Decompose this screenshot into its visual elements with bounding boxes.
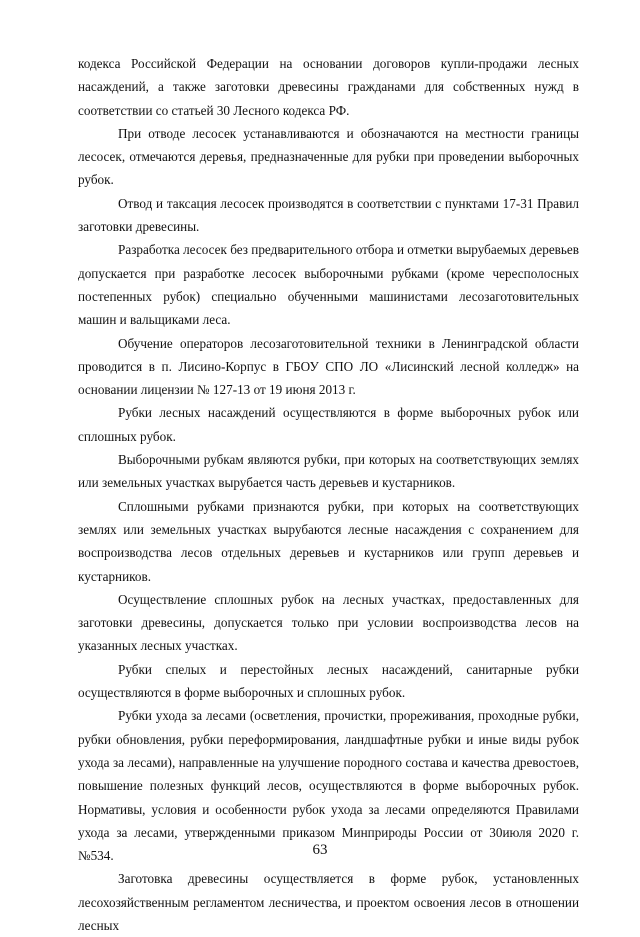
page-number: 63 <box>312 842 328 858</box>
paragraph: Разработка лесосек без предварительного отбора и отметки вырубаемых деревьев допускается при разработке лесосек выборочными рубками (кроме чересполосных постепенных рубок) специально обученными машинистами лесозаготовительных машин и вальщиками леса. <box>78 242 579 328</box>
paragraph: Заготовка древесины осуществляется в форме рубок, установленных лесохозяйственным регламентом лесничества, и проектом освоения лесов в отношении лесных <box>78 871 579 933</box>
paragraph: Осуществление сплошных рубок на лесных участках, предоставленных для заготовки древесины, допускается только при условии воспроизводства лесов на указанных лесных участках. <box>78 591 579 654</box>
paragraph: Обучение операторов лесозаготовительной техники в Ленинградской области проводится в п. Лисино-Корпус в ГБОУ СПО ЛО «Лисинский лесной колледж» на основании лицензии № 127-13 от 19 июня 2013 г. <box>78 335 579 398</box>
paragraph: Выборочными рубкам являются рубки, при которых на соответствующих землях или земельных участках вырубается часть деревьев и кустарников. <box>78 452 579 491</box>
paragraph: При отводе лесосек устанавливаются и обозначаются на местности границы лесосек, отмечаются деревья, предназначенные для рубки при проведении выборочных рубок. <box>78 125 579 188</box>
paragraph: Рубки лесных насаждений осуществляются в форме выборочных рубок или сплошных рубок. <box>78 405 579 444</box>
paragraph: Рубки спелых и перестойных лесных насаждений, санитарные рубки осуществляются в форме выборочных и сплошных рубок. <box>78 661 579 701</box>
paragraph: Рубки ухода за лесами (осветления, прочистки, прореживания, проходные рубки, рубки обновления, рубки переформирования, ландшафтные рубки и иные виды рубок ухода за лесами), направленные на улучшение породного состава и качества древостоев, повышение полезных функций лесов, осуществляются в форме выборочных рубок. Нормативы, условия и особенности рубок ухода за лесами определяются Правилами ухода за лесами, утвержденными приказом Минприроды России от 30июля 2020 г. №534. <box>78 708 579 864</box>
paragraph: Сплошными рубками признаются рубки, при которых на соответствующих землях или земельных участках вырубаются лесные насаждения с сохранением для воспроизводства лесов отдельных деревьев и кустарников или групп деревьев и кустарников. <box>78 498 579 584</box>
paragraph-continuation: кодекса Российской Федерации на основании договоров купли-продажи лесных насаждений, а также заготовки древесины гражданами для собственных нужд в соответствии со статьей 30 Лесного кодекса РФ. <box>78 56 579 118</box>
paragraph: Отвод и таксация лесосек производятся в соответствии с пунктами 17-31 Правил заготовки древесины. <box>78 195 579 235</box>
body-text <box>78 52 579 937</box>
